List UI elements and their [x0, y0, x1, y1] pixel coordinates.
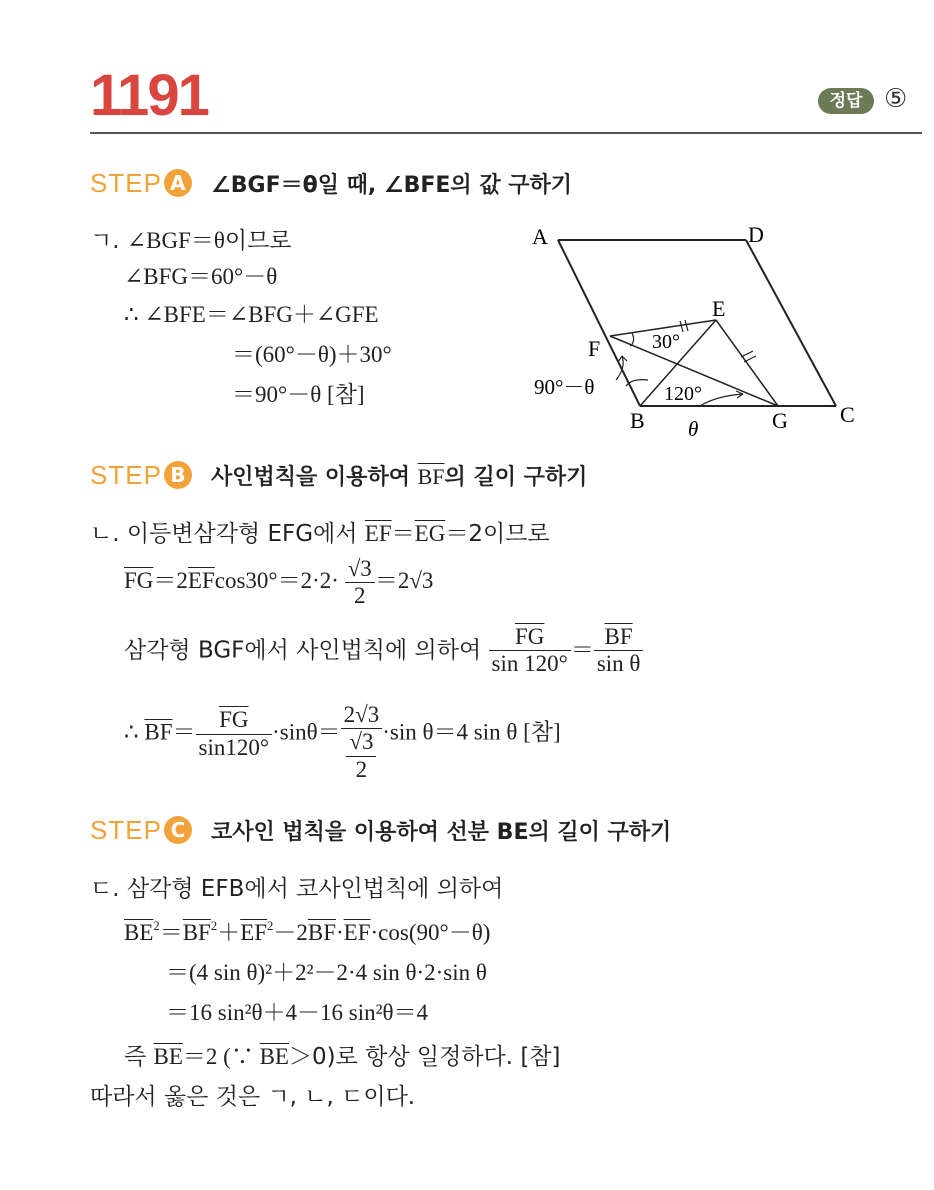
segment-be-5: $\overline{BE}$: [259, 1044, 289, 1069]
step-a-label: STEP: [90, 168, 162, 198]
vertex-label-f: F: [588, 336, 601, 361]
segment-be-sq: $\overline{BE}$: [124, 920, 154, 945]
fraction-fg-over-sin120: [489, 624, 571, 678]
step-b-line-1: [90, 515, 550, 548]
step-a-title: ∠BGF＝θ일 때, ∠BFE의 값 구하기: [211, 173, 573, 198]
vertex-label-g: G: [772, 408, 788, 433]
step-a-circle: A: [164, 169, 192, 197]
step-c-text-5c: ＞0)로 항상 일정하다. [참]: [288, 1044, 561, 1070]
step-b-circle: B: [164, 461, 192, 489]
step-b-text-1: 이등변삼각형 EFG에서: [126, 521, 365, 547]
vertex-label-a: A: [532, 224, 548, 249]
parallelogram-figure: [528, 218, 868, 443]
segment-ef-3: $\overline{EF}$: [343, 920, 371, 945]
step-b-expr-4d: ·sin θ＝4 sin θ [참]: [382, 719, 561, 745]
step-a-line-2: ∠BFG＝60°－θ: [124, 264, 278, 289]
minus-two: －2: [273, 920, 308, 945]
vertex-label-b: B: [630, 408, 645, 433]
fraction-numerator: $\overline{BF}$: [594, 624, 644, 651]
vertex-label-d: D: [748, 222, 764, 247]
fraction-numerator: $\overline{FG}$: [196, 707, 273, 734]
tick-mark-eg-1: [741, 351, 753, 357]
step-a-line-4: ＝(60°－θ)＋30°: [232, 342, 392, 367]
fraction-numerator: 2√3: [341, 702, 383, 729]
item-mark-3: ㄷ.: [90, 876, 120, 902]
vertex-label-c: C: [840, 402, 855, 427]
header-divider: [90, 132, 922, 134]
inner-numerator: √3: [346, 729, 376, 756]
cos-term: ·cos(90°－θ): [370, 920, 491, 945]
fraction-bf-over-sintheta: [594, 624, 644, 678]
step-c-line-3: ＝(4 sin θ)²＋2²－2·4 sin θ·2·sin θ: [166, 960, 487, 985]
square-1: 2: [153, 918, 160, 933]
step-b-label: STEP: [90, 460, 162, 490]
fraction-sqrt3-over-2: [345, 556, 375, 610]
item-mark-2: ㄴ.: [90, 521, 120, 547]
segment-ef: $\overline{EF}$: [364, 521, 392, 546]
step-b-title-pre: 사인법칙을 이용하여: [211, 465, 418, 490]
segment-bf: $\overline{BF}$: [144, 719, 173, 745]
equals-3: ＝: [172, 719, 196, 745]
fraction-denominator: 2: [354, 583, 366, 609]
segment-be-4: $\overline{BE}$: [153, 1044, 183, 1069]
fraction-numerator: √3: [345, 556, 375, 583]
angle-label-30: 30°: [652, 331, 680, 353]
segment-bf-3: $\overline{BF}$: [307, 920, 336, 945]
step-b-expr-4c: ·sinθ＝: [272, 719, 341, 745]
step-c-text-1: 삼각형 EFB에서 코사인법칙에 의하여: [126, 876, 504, 902]
step-c-title: 코사인 법칙을 이용하여 선분 BE의 길이 구하기: [211, 820, 672, 845]
vertex-label-e: E: [712, 296, 726, 321]
step-c-line-1: [90, 870, 503, 903]
step-a-text-1: 이므로: [224, 228, 292, 254]
conclusion: 따라서 옳은 것은 ㄱ, ㄴ, ㄷ이다.: [90, 1084, 416, 1110]
step-c-label: STEP: [90, 815, 162, 845]
answer-badge: 정답: [818, 88, 874, 114]
step-a-line-5: ＝90°－θ [참]: [232, 382, 365, 407]
step-b-title-segment: $\overline{BF}$: [417, 464, 445, 489]
step-b-line-3: [124, 624, 643, 678]
fraction-numerator: $\overline{FG}$: [489, 624, 571, 651]
plus-1: ＋: [217, 920, 241, 945]
segment-ef-sq: $\overline{EF}$: [240, 920, 268, 945]
step-a-expr-1: ∠BGF＝θ: [126, 228, 225, 253]
step-b-expr-2c: ＝2√3: [374, 568, 434, 594]
step-b-line-4: [124, 702, 561, 783]
tick-mark-eg-2: [744, 356, 756, 362]
square-2: 2: [210, 918, 218, 933]
step-b-text-2: ＝2이므로: [445, 521, 550, 547]
square-3: 2: [267, 918, 274, 933]
fraction-denominator: sin θ: [596, 651, 641, 677]
step-c-expr-5b: ＝2 (∵: [182, 1044, 260, 1069]
segment-fg: $\overline{FG}$: [124, 568, 154, 594]
angle-theta-arc: [700, 394, 743, 406]
tick-mark-fe-2: [685, 320, 688, 331]
therefore-symbol: ∴: [124, 719, 145, 745]
tick-mark-fe-1: [680, 321, 683, 332]
answer-value: ⑤: [884, 84, 908, 114]
step-c-text-5a: 즉: [124, 1044, 154, 1070]
equals-4: ＝: [159, 920, 183, 945]
step-c-line-4: ＝16 sin²θ＋4－16 sin²θ＝4: [166, 1000, 429, 1025]
step-a-heading: [90, 168, 572, 199]
inner-fraction: [346, 729, 376, 783]
fraction-denominator: sin120°: [198, 734, 270, 760]
step-c-line-5: [124, 1038, 561, 1071]
step-b-expr-2a: ＝2: [153, 568, 188, 594]
fraction-fg-over-sin120-2: [196, 707, 273, 761]
item-mark-1: ㄱ.: [90, 228, 120, 254]
step-b-heading: [90, 460, 587, 491]
step-b-title-post: 의 길이 구하기: [444, 465, 588, 490]
step-c-line-2: [124, 914, 490, 947]
step-a-line-1: [90, 222, 292, 255]
step-a-line-3: ∴ ∠BFE＝∠BFG＋∠GFE: [124, 302, 379, 327]
step-b-text-3: 삼각형 BGF에서 사인법칙에 의하여: [124, 637, 489, 664]
problem-number: 1191: [90, 63, 208, 128]
step-b-expr-2b: cos30°＝2·2·: [214, 568, 339, 594]
step-b-line-2: [124, 556, 433, 610]
dot-1: ·: [336, 920, 344, 945]
fraction-complex: [341, 702, 383, 783]
angle-label-120: 120°: [664, 383, 702, 405]
segment-bf-sq: $\overline{BF}$: [182, 920, 211, 945]
fraction-denominator: sin 120°: [491, 651, 568, 677]
segment-eg: $\overline{EG}$: [414, 521, 446, 546]
step-c-heading: [90, 815, 671, 846]
segment-ef-2: $\overline{EF}$: [187, 568, 215, 594]
step-c-circle: C: [164, 816, 192, 844]
inner-denominator: 2: [355, 756, 368, 782]
equals-1: ＝: [391, 521, 415, 546]
fraction-denominator-compound: [341, 729, 383, 783]
angle-label-theta: θ: [688, 417, 699, 441]
equals-2: ＝: [570, 637, 594, 663]
angle-label-left: 90°－θ: [534, 375, 595, 399]
